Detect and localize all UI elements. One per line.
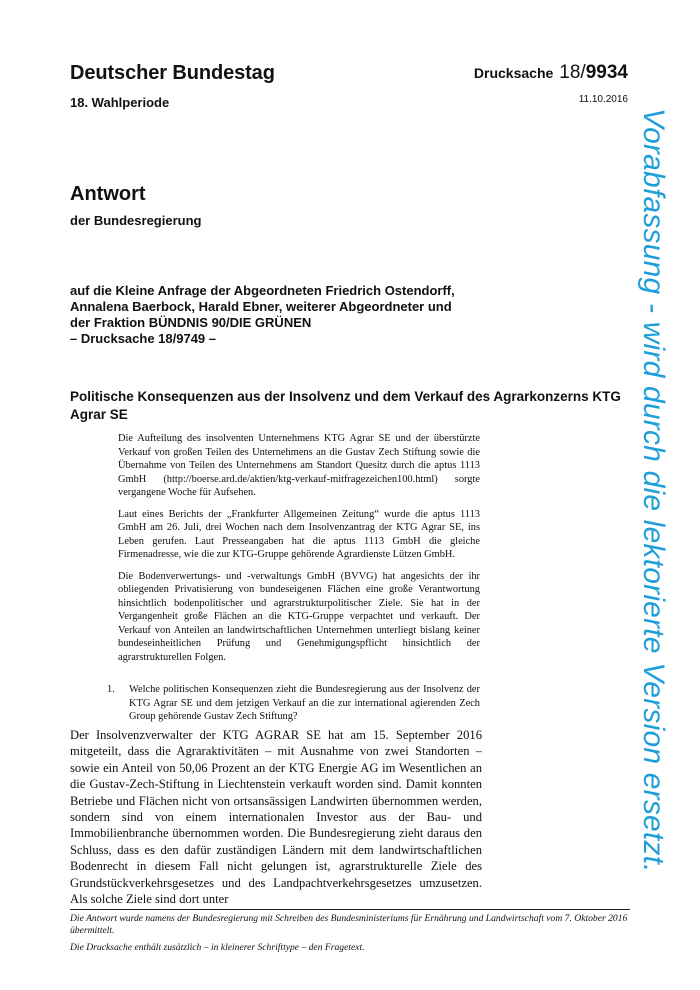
preamble-paragraph: Laut eines Berichts der „Frankfurter Allgemeinen Zeitung“ wurde die aptus 1113 GmbH am 26. Juli, drei Wochen nach dem Insolvenzantrag der KTG Agrar SE, ins Leben gerufen. Laut Presseangaben hat die aptus 1113 GmbH die gleiche Firmenadresse, wie die zur KTG-Gruppe gehörende Agrardienste Lützen GmbH.	[118, 508, 480, 560]
header-right	[474, 62, 628, 105]
footer-note: Die Antwort wurde namens der Bundesregierung mit Schreiben des Bundesministeriums für Ernährung und Landwirtschaft vom 7. Oktober 2016 übermittelt.	[70, 913, 628, 937]
document-label: Drucksache	[473, 65, 554, 81]
inquiry-line: der Fraktion BÜNDNIS 90/DIE GRÜNEN	[70, 315, 312, 330]
preamble-paragraph: Die Bodenverwertungs- und -verwaltungs GmbH (BVVG) hat angesichts der ihr obliegenden Privatisierung von bundeseigenen Flächen eine große Verantwortung hinsichtlich bodenpolitischer und agrarstrukturpolitischer Ziele. Sie hat in der Vergangenheit große Flächen an die KTG-Gruppe verpachtet und verkauft. Der Verkauf von Anteilen an landwirtschaftlichen Unternehmen unterliegt bislang keiner bundeseinheitlichen Prüfung und Genehmigungspflicht hinsichtlich der agrarstrukturellen Folgen.	[118, 570, 480, 663]
question-number: 1.	[107, 684, 115, 695]
document-number-prefix: 18/	[559, 62, 586, 83]
draft-watermark: Vorabfassung - wird durch die lektorierte Version ersetzt.	[637, 108, 670, 873]
preamble-paragraph: Die Aufteilung des insolventen Unternehmens KTG Agrar SE und der überstürzte Verkauf von großen Teilen des Unternehmens an die Gustav Zech Stiftung sowie die Übernahme von Teilen des Unternehmens am Standort Quesitz durch die aptus 1113 GmbH (http://boerse.ard.de/aktien/ktg-verkauf-mitfragezeichen100.html) sorgte vergangene Woche für Aufsehen.	[118, 433, 480, 498]
answer-paragraph: Der Insolvenzverwalter der KTG AGRAR SE hat am 15. September 2016 mitgeteilt, dass die Agraraktivitäten – mit Ausnahme von zwei Standorten – sowie ein Anteil von 50,06 Prozent an der KTG Energie AG im Wesentlichen an die Gustav-Zech-Stiftung in Liechtenstein verkauft worden sind. Damit konnten Betriebe und Flächen nicht von ortsansässigen Landwirten übernommen werden, sondern sind von einem internationalen Investor aus der Bau- und Immobilienbranche übernommen worden. Die Bundesregierung zieht daraus den Schluss, dass es den dafür zuständigen Ländern mit dem landwirtschaftlichen Bodenrecht in diesem Fall nicht gelungen ist, agrarstrukturelle Ziele des Grundstückverkehrsgesetzes und des Landpachtverkehrsgesetzes umzusetzen. Als solche Ziele sind dort unter	[70, 728, 482, 907]
question-item	[107, 683, 480, 724]
preamble	[118, 432, 480, 672]
inquiry-line: Annalena Baerbock, Harald Ebner, weiterer Abgeordneter und	[70, 299, 452, 314]
inquiry-line: auf die Kleine Anfrage der Abgeordneten Friedrich Ostendorff,	[70, 283, 455, 298]
document-title: Antwort	[70, 183, 146, 205]
inquiry-reference	[70, 283, 550, 347]
document-number-line	[474, 62, 628, 84]
footer-divider	[70, 909, 630, 910]
footer-notes	[70, 913, 630, 958]
inquiry-line: – Drucksache 18/9749 –	[70, 331, 216, 346]
document-number: 9934	[585, 62, 628, 83]
watermark-container	[633, 108, 679, 908]
subject-heading: Politische Konsequenzen aus der Insolvenz und dem Verkauf des Agrarkonzerns KTG Agrar SE	[70, 389, 621, 422]
document-subtitle: der Bundesregierung	[70, 213, 202, 228]
document-date: 11.10.2016	[578, 94, 628, 105]
electoral-period: 18. Wahlperiode	[70, 95, 170, 110]
header-left	[70, 62, 275, 110]
footer-note: Die Drucksache enthält zusätzlich – in kleinerer Schrifttype – den Fragetext.	[70, 941, 365, 953]
organization-name: Deutscher Bundestag	[70, 62, 275, 84]
question-text: Welche politischen Konsequenzen zieht die Bundesregierung aus der Insolvenz der KTG Agrar SE und dem jetzigen Verkauf an die zur international agierenden Zech Group gehörende Gustav Zech Stiftung?	[129, 684, 480, 722]
